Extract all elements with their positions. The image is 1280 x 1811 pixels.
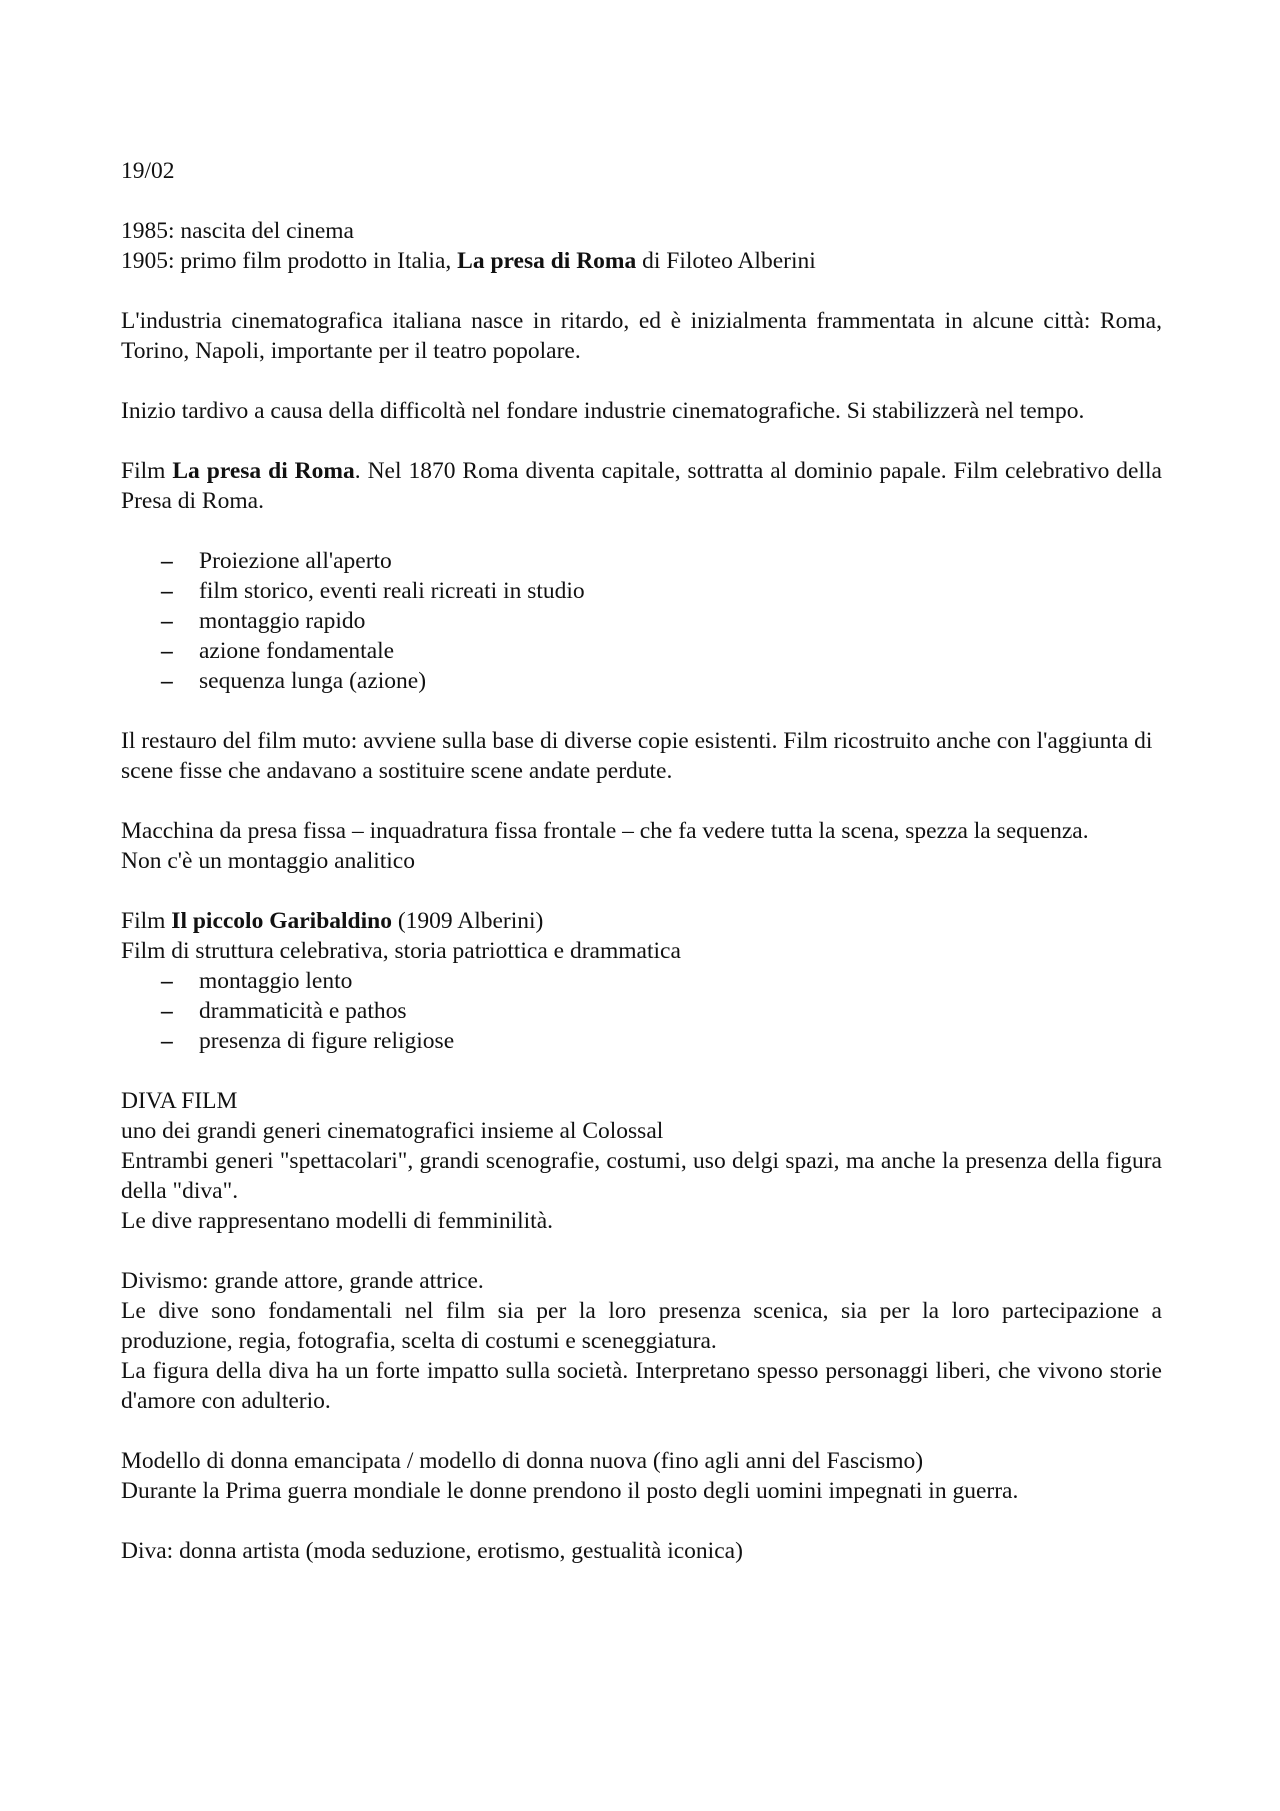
diva-line-3: Le dive rappresentano modelli di femminilità. [121, 1208, 554, 1234]
intro-line-2-suffix: di Filoteo Alberini [636, 248, 816, 274]
garibaldino-feature-list [121, 966, 1162, 1056]
garibaldino-heading [121, 906, 1162, 936]
film-title-presa-2: La presa di Roma [172, 458, 355, 484]
intro-line-2-prefix: 1905: primo film prodotto in Italia, [121, 248, 458, 274]
paragraph-montaggio: Non c'è un montaggio analitico [121, 848, 415, 874]
list-item: – film storico, eventi reali ricreati in studio [161, 576, 1162, 606]
final-line: Diva: donna artista (moda seduzione, erotismo, gestualità iconica) [121, 1538, 743, 1564]
paragraph-inizio: Inizio tardivo a causa della difficoltà nel fondare industrie cinematografiche. Si stabilizzerà nel tempo. [121, 398, 1085, 424]
list-item: – drammaticità e pathos [161, 996, 1162, 1026]
date-heading: 19/02 [121, 158, 175, 184]
intro-line-1: 1985: nascita del cinema [121, 218, 354, 244]
diva-line-1: uno dei grandi generi cinematografici insieme al Colossal [121, 1118, 664, 1144]
paragraph-restauro: Il restauro del film muto: avviene sulla base di diverse copie esistenti. Film ricostruito anche con l'aggiunta di scene fisse che andavano a sostituire scene andate perdute. [121, 728, 1153, 784]
film-title-garibaldino: Il piccolo Garibaldino [171, 908, 392, 934]
paragraph-presa-prefix: Film [121, 458, 173, 484]
garibaldino-prefix: Film [121, 908, 172, 934]
paragraph-presa [121, 456, 1162, 516]
list-item: – azione fondamentale [161, 636, 1162, 666]
paragraph-presa-suffix: . Nel 1870 Roma diventa capitale, sottratta al dominio papale. Film celebrativo della Presa di Roma. [121, 458, 1162, 514]
diva-film-heading: DIVA FILM [121, 1088, 238, 1114]
divismo-line-1: Divismo: grande attore, grande attrice. [121, 1268, 484, 1294]
presa-feature-list [121, 546, 1162, 696]
divismo-line-2: Le dive sono fondamentali nel film sia per la loro presenza scenica, sia per la loro partecipazione a produzione, regia, fotografia, scelta di costumi e sceneggiatura. [121, 1298, 1162, 1354]
film-title-presa: La presa di Roma [457, 248, 637, 274]
list-item: – montaggio rapido [161, 606, 1162, 636]
garibaldino-suffix: (1909 Alberini) [391, 908, 544, 934]
paragraph-macchina: Macchina da presa fissa – inquadratura fissa frontale – che fa vedere tutta la scena, spezza la sequenza. [121, 818, 1089, 844]
intro-line-2 [121, 246, 1162, 276]
list-item: – presenza di figure religiose [161, 1026, 1162, 1056]
list-item: – sequenza lunga (azione) [161, 666, 1162, 696]
list-item: – Proiezione all'aperto [161, 546, 1162, 576]
modello-line-2: Durante la Prima guerra mondiale le donne prendono il posto degli uomini impegnati in guerra. [121, 1478, 1019, 1504]
divismo-line-3: La figura della diva ha un forte impatto sulla società. Interpretano spesso personaggi liberi, che vivono storie d'amore con adulterio. [121, 1358, 1162, 1414]
garibaldino-description: Film di struttura celebrativa, storia patriottica e drammatica [121, 938, 681, 964]
paragraph-industria: L'industria cinematografica italiana nasce in ritardo, ed è inizialmenta frammentata in alcune città: Roma, Torino, Napoli, importante per il teatro popolare. [121, 308, 1162, 364]
list-item: – montaggio lento [161, 966, 1162, 996]
diva-line-2: Entrambi generi "spettacolari", grandi scenografie, costumi, uso delgi spazi, ma anche la presenza della figura della "diva". [121, 1148, 1162, 1204]
modello-line-1: Modello di donna emancipata / modello di donna nuova (fino agli anni del Fascismo) [121, 1448, 924, 1474]
